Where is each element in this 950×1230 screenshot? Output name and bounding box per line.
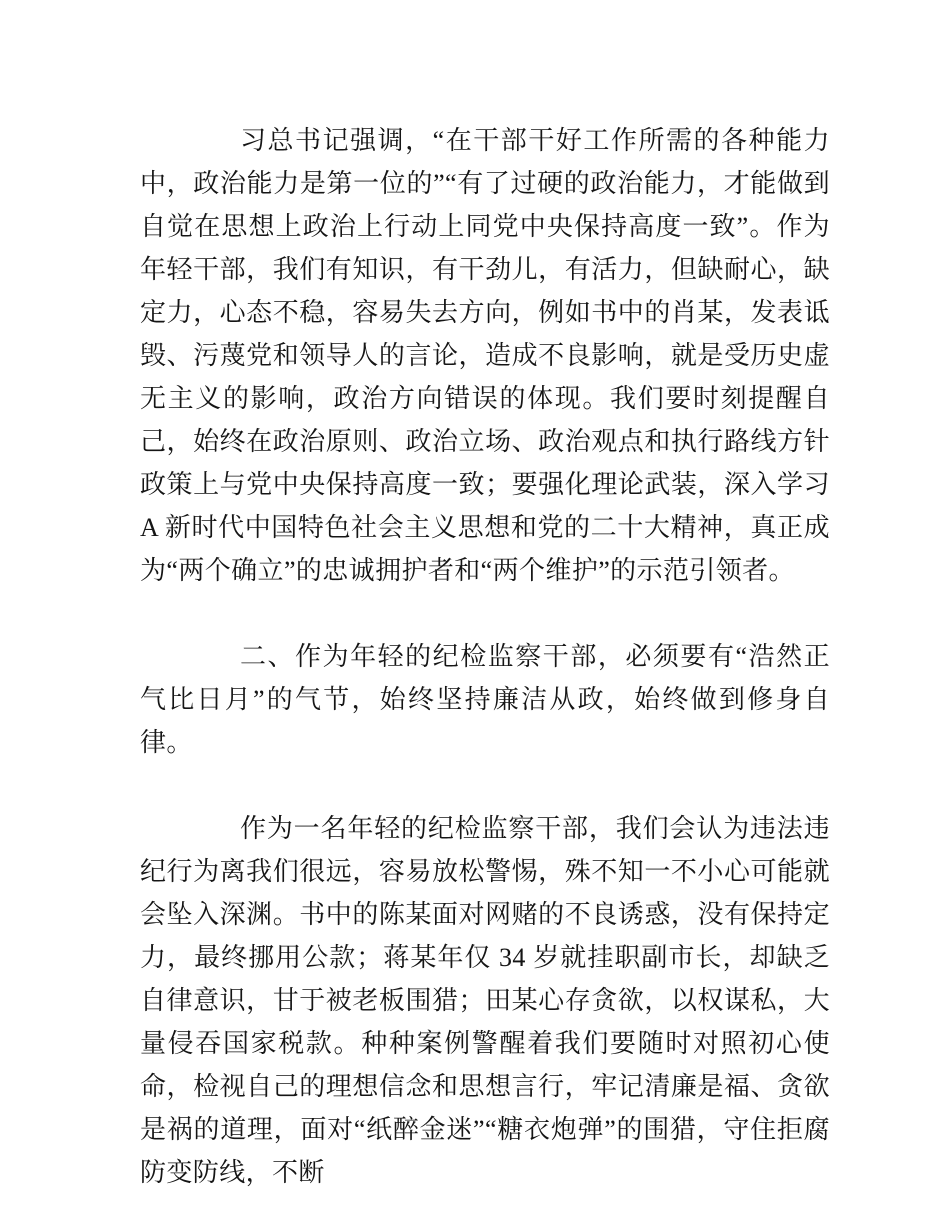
section-heading-two: 二、作为年轻的纪检监察干部，必须要有“浩然正气比日月”的气节，始终坚持廉洁从政，始终做到修身自律。 (140, 642, 830, 757)
document-text-block (140, 119, 830, 1194)
paragraph-integrity-cases: 作为一名年轻的纪检监察干部，我们会认为违法违纪行为离我们很远，容易放松警惕，殊不知一不小心可能就会坠入深渊。书中的陈某面对网赌的不良诱惑，没有保持定力，最终挪用公款；蒋某年仅 34 岁就挂职副市长，却缺乏自律意识，甘于被老板围猎；田某心存贪欲，以权谋私，大量侵吞国家税款。种种案例警醒着我们要随时对照初心使命，检视自己的理想信念和思想言行，牢记清廉是福、贪欲是祸的道理，面对“纸醉金迷”“糖衣炮弹”的围猎，守住拒腐防变防线，不断 (140, 814, 830, 1187)
paragraph-political-ability: 习总书记强调，“在干部干好工作所需的各种能力中，政治能力是第一位的”“有了过硬的政治能力，才能做到自觉在思想上政治上行动上同党中央保持高度一致”。作为年轻干部，我们有知识，有干劲儿，有活力，但缺耐心，缺定力，心态不稳，容易失去方向，例如书中的肖某，发表诋毁、污蔑党和领导人的言论，造成不良影响，就是受历史虚无主义的影响，政治方向错误的体现。我们要时刻提醒自己，始终在政治原则、政治立场、政治观点和执行路线方针政策上与党中央保持高度一致；要强化理论武装，深入学习 A 新时代中国特色社会主义思想和党的二十大精神，真正成为“两个确立”的忠诚拥护者和“两个维护”的示范引领者。 (140, 126, 830, 585)
